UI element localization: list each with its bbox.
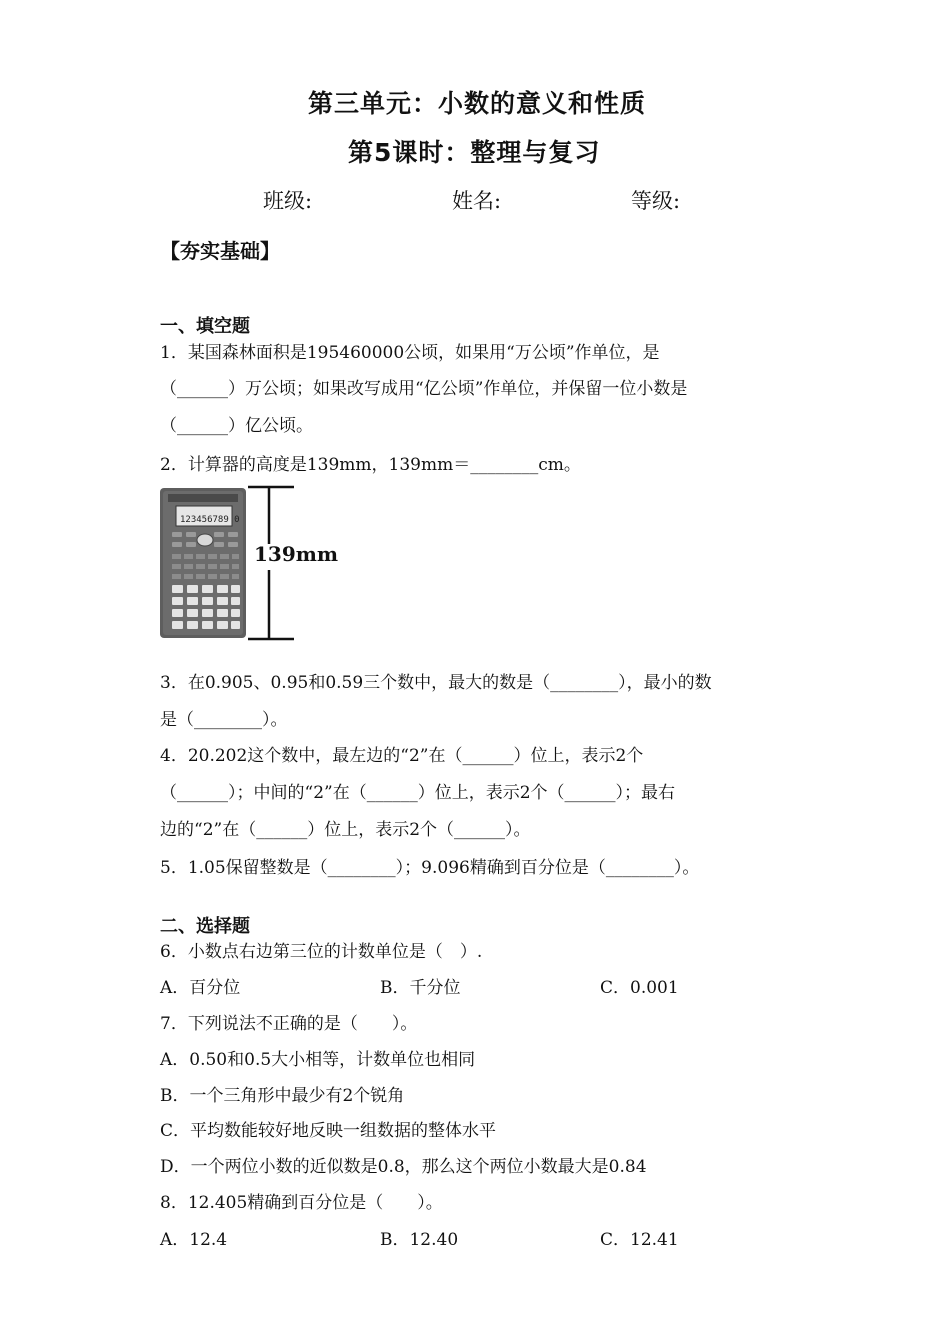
- q7-option-c: C．平均数能较好地反映一组数据的整体水平: [160, 1121, 497, 1141]
- unit-title: 第三单元：小数的意义和性质: [308, 89, 647, 118]
- section-choice: 二、选择题: [160, 916, 250, 937]
- q6-line: 6．小数点右边第三位的计数单位是（ ）.: [160, 942, 483, 962]
- q8-option-c: C．12.41: [600, 1230, 679, 1250]
- class-label: 班级:: [263, 189, 313, 213]
- lesson-title: 第5课时：整理与复习: [348, 138, 601, 167]
- q7-option-b: B．一个三角形中最少有2个锐角: [160, 1086, 405, 1106]
- q1-line1: 1．某国森林面积是195460000公顷，如果用“万公顷”作单位，是: [160, 343, 660, 363]
- q8-line: 8．12.405精确到百分位是（ ）。: [160, 1193, 443, 1213]
- q6-option-a: A．百分位: [160, 978, 241, 998]
- calculator-figure: [160, 484, 339, 642]
- q3-line2: 是（________）。: [160, 710, 288, 730]
- q4-line1: 4．20.202这个数中，最左边的“2”在（______）位上，表示2个: [160, 746, 644, 766]
- q6-option-b: B．千分位: [380, 978, 461, 998]
- calculator-display-text: 123456789 0: [180, 515, 240, 525]
- q1-line2: （______）万公顷；如果改写成用“亿公顷”作单位，并保留一位小数是: [160, 379, 688, 399]
- section-basic: 【夯实基础】: [160, 239, 280, 263]
- q7-option-d: D．一个两位小数的近似数是0.8，那么这个两位小数最大是0.84: [160, 1157, 647, 1177]
- calculator-height-label: 139mm: [254, 542, 339, 566]
- q8-option-b: B．12.40: [380, 1230, 459, 1250]
- name-label: 姓名:: [452, 189, 502, 213]
- q3-line1: 3．在0.905、0.95和0.59三个数中，最大的数是（________），最小的数: [160, 673, 712, 693]
- section-fill: 一、填空题: [160, 316, 250, 337]
- q2-line: 2．计算器的高度是139mm，139mm＝________cm。: [160, 455, 581, 475]
- q8-option-a: A．12.4: [160, 1230, 228, 1250]
- q7-option-a: A．0.50和0.5大小相等，计数单位也相同: [160, 1050, 476, 1070]
- q6-option-c: C．0.001: [600, 978, 679, 998]
- q7-line: 7．下列说法不正确的是（ ）。: [160, 1014, 418, 1034]
- q4-line3: 边的“2”在（______）位上，表示2个（______）。: [160, 820, 531, 840]
- q4-line2: （______）；中间的“2”在（______）位上，表示2个（______）；最右: [160, 783, 676, 803]
- q1-line3: （______）亿公顷。: [160, 416, 313, 436]
- grade-label: 等级:: [631, 189, 681, 213]
- q5-line: 5．1.05保留整数是（________）；9.096精确到百分位是（________）。: [160, 858, 700, 878]
